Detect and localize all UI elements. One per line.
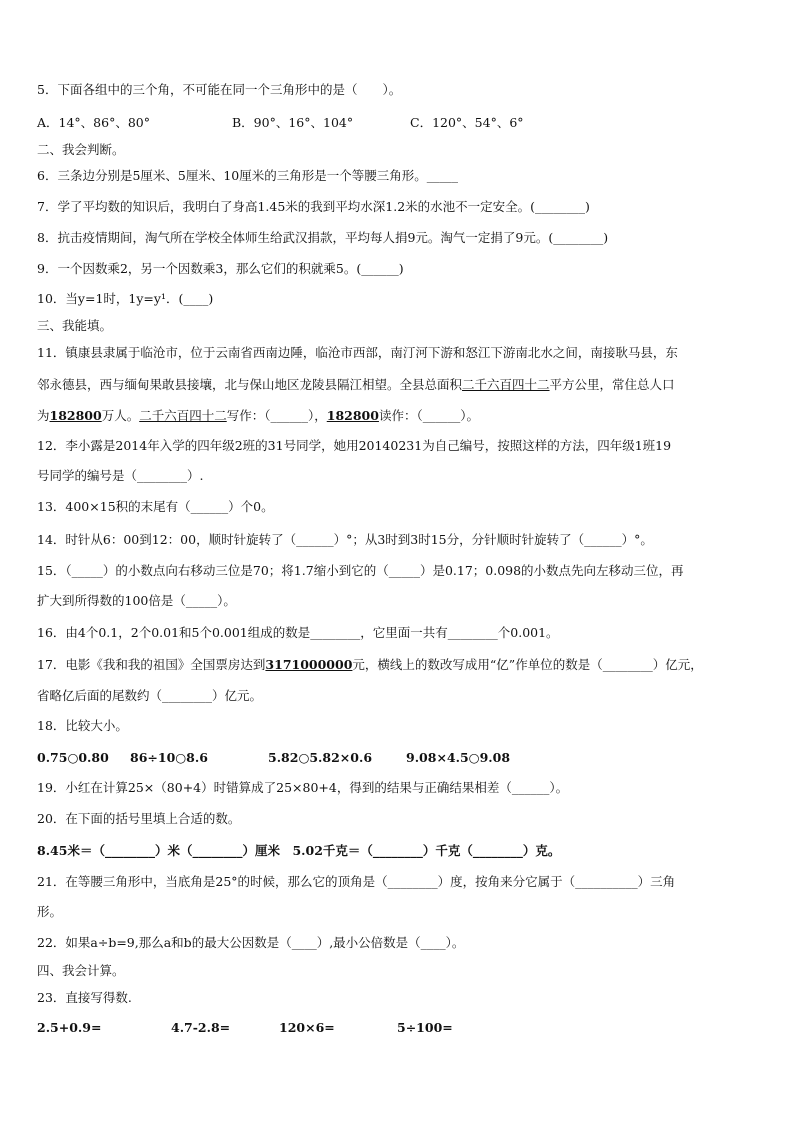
section-4-heading: 四、我会计算。	[37, 963, 125, 978]
calc-item-3: 120×6=	[279, 1020, 335, 1035]
question-21-line-2: 形。	[37, 904, 63, 919]
question-17-line-2: 省略亿后面的尾数约（________）亿元。	[37, 688, 263, 703]
calc-item-4: 5÷100=	[397, 1020, 453, 1035]
question-13: 13．400×15积的末尾有（______）个0。	[37, 499, 274, 514]
question-5-options	[37, 115, 524, 131]
compare-item-3: 5.82○5.82×0.6	[268, 750, 373, 765]
question-21-line-1: 21．在等腰三角形中，当底角是25°的时候，那么它的顶角是（________）度，按角来分它属于（__________）三角	[37, 874, 676, 889]
question-12-line-2: 号同学的编号是（________）.	[37, 468, 204, 483]
question-11-line-2: 邻永德县，西与缅甸果敢县接壤，北与保山地区龙陵县隔江相望。全县总面积二千六百四十二平方公里，常住总人口	[37, 377, 675, 392]
calc-item-2: 4.7-2.8=	[171, 1020, 231, 1035]
question-20-items: 8.45米＝（________）米（________）厘米 5.02千克＝（________）千克（________）克。	[37, 843, 561, 858]
question-14: 14．时针从6：00到12：00，顺时针旋转了（______）°；从3时到3时15分，分针顺时针旋转了（______）°。	[37, 532, 653, 547]
compare-item-1: 0.75○0.80	[37, 750, 109, 765]
population-underlined-2: 182800	[326, 408, 379, 423]
question-7: 7．学了平均数的知识后，我明白了身高1.45米的我到平均水深1.2米的水池不一定安全。(________)	[37, 199, 590, 214]
question-16: 16．由4个0.1，2个0.01和5个0.001组成的数是________，它里面一共有________个0.001。	[37, 625, 559, 640]
population-underlined: 182800	[49, 408, 102, 423]
question-23-items	[37, 1020, 453, 1036]
question-12-line-1: 12．李小露是2014年入学的四年级2班的31号同学，她用20140231为自己编号，按照这样的方法，四年级1班19	[37, 438, 672, 453]
question-6: 6．三条边分别是5厘米、5厘米、10厘米的三角形是一个等腰三角形。_____	[37, 168, 459, 183]
question-11-line-3: 为182800万人。二千六百四十二写作：（______），182800读作：（______）。	[37, 408, 479, 423]
compare-item-4: 9.08×4.5○9.08	[406, 750, 511, 765]
question-17-line-1: 17．电影《我和我的祖国》全国票房达到3171000000元，横线上的数改写成用“亿”作单位的数是（________）亿元，	[37, 657, 703, 672]
section-3-heading: 三、我能填。	[37, 318, 113, 333]
option-b: B．90°、16°、104°	[232, 115, 354, 130]
calc-item-1: 2.5+0.9=	[37, 1020, 102, 1035]
option-c: C．120°、54°、6°	[410, 115, 524, 130]
question-19: 19．小红在计算25×（80+4）时错算成了25×80+4，得到的结果与正确结果相差（______）。	[37, 780, 569, 795]
question-11-line-1: 11．镇康县隶属于临沧市，位于云南省西南边陲，临沧市西部，南汀河下游和怒江下游南北水之间，南接耿马县，东	[37, 345, 678, 360]
compare-item-2: 86÷10○8.6	[130, 750, 208, 765]
box-office-underlined: 3171000000	[265, 657, 353, 672]
section-2-heading: 二、我会判断。	[37, 142, 125, 157]
question-15-line-2: 扩大到所得数的100倍是（_____）。	[37, 593, 236, 608]
question-23: 23．直接写得数.	[37, 990, 132, 1005]
question-9: 9．一个因数乘2，另一个因数乘3，那么它们的积就乘5。(______)	[37, 261, 404, 276]
question-18: 18．比较大小。	[37, 718, 128, 733]
question-20: 20．在下面的括号里填上合适的数。	[37, 811, 241, 826]
question-5: 5．下面各组中的三个角，不可能在同一个三角形中的是（ ）。	[37, 82, 402, 97]
question-18-items	[37, 750, 510, 766]
question-15-line-1: 15．（_____）的小数点向右移动三位是70；将1.7缩小到它的（_____）是0.17；0.098的小数点先向左移动三位，再	[37, 563, 684, 578]
area-underlined-2: 二千六百四十二	[139, 408, 227, 423]
area-underlined: 二千六百四十二	[462, 377, 550, 392]
question-8: 8．抗击疫情期间，淘气所在学校全体师生给武汉捐款，平均每人捐9元。淘气一定捐了9元。(________)	[37, 230, 609, 245]
question-10: 10．当y=1时，1y=y¹．(____)	[37, 291, 214, 306]
question-22: 22．如果a÷b=9,那么a和b的最大公因数是（____）,最小公倍数是（____）。	[37, 935, 465, 950]
option-a: A．14°、86°、80°	[37, 115, 150, 130]
